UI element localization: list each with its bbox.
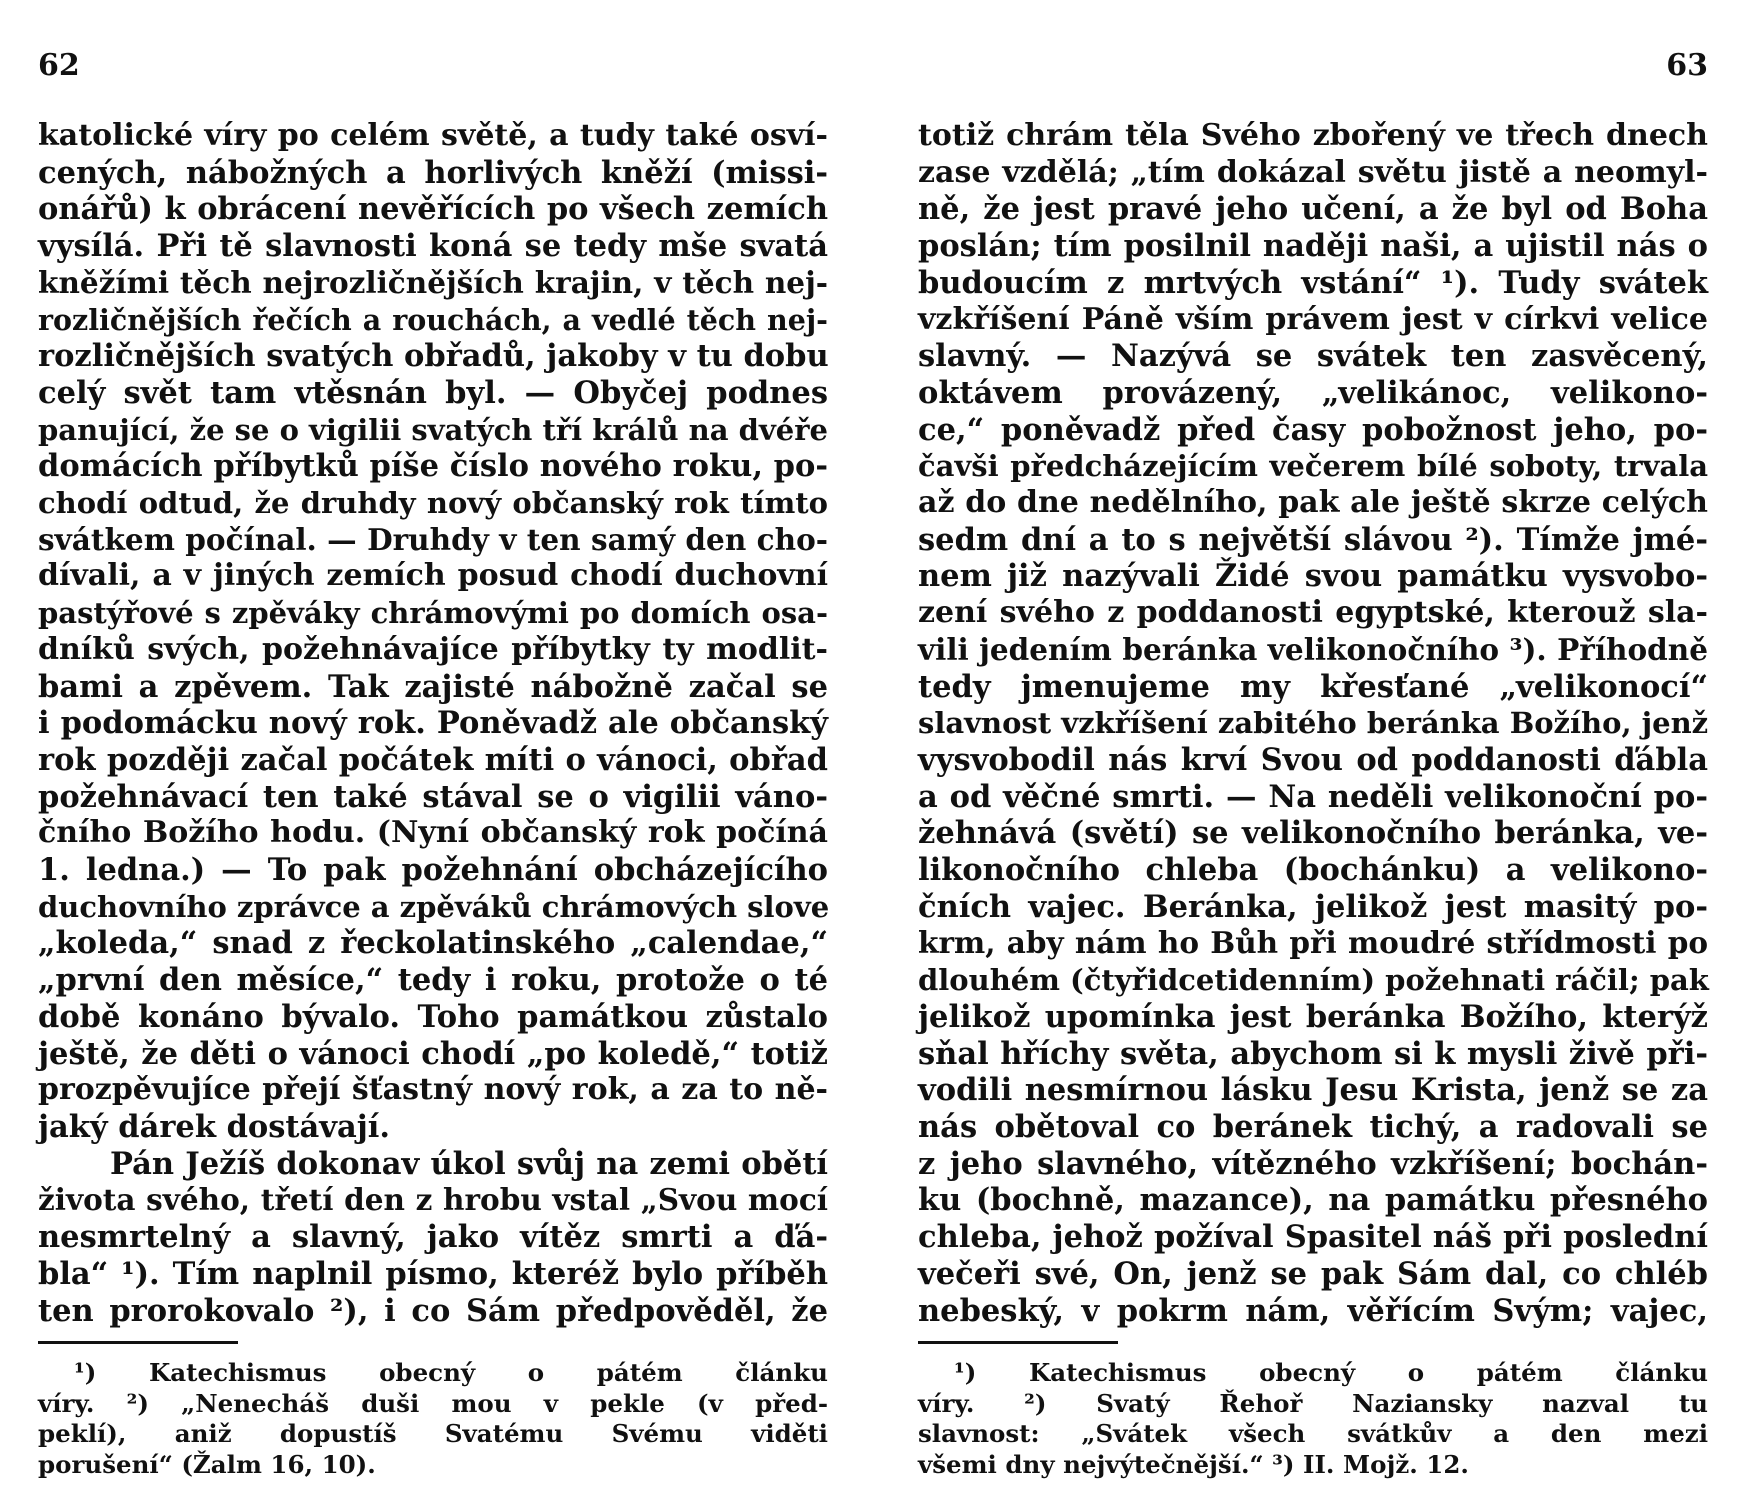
text-line: bami a zpěvem. Tak zajisté nábožně začal se — [38, 668, 828, 705]
body-text — [38, 118, 828, 1329]
page-number: 62 — [38, 48, 80, 83]
text-line: katolické víry po celém světě, a tudy také osví- — [38, 118, 828, 153]
text-line: vili jedením beránka velikonočního ³). Příhodně — [918, 631, 1708, 667]
text-line: pastýřové s zpěváky chrámovými po domích osa- — [38, 596, 828, 631]
text-line: z jeho slavného, vítězného vzkříšení; bochán- — [918, 1145, 1708, 1182]
footnote-rule — [918, 1341, 1118, 1344]
text-line: rok později začal počátek míti o vánoci, obřad — [38, 741, 828, 778]
footnote-line: ¹) Katechismus obecný o pátém článku — [954, 1358, 1708, 1388]
page-number: 63 — [1666, 48, 1708, 83]
text-line: svátkem počínal. — Druhdy v ten samý den cho- — [38, 521, 828, 557]
text-line: zení svého z poddanosti egyptské, kterouž sla- — [918, 595, 1708, 631]
text-line: rozličnějších řečích a rouchách, a vedlé těch nej- — [38, 302, 828, 337]
text-line: života svého, třetí den z hrobu vstal „Svou mocí — [38, 1182, 828, 1218]
text-line: oktávem provázený, „velikánoc, velikono- — [918, 374, 1708, 411]
text-line: zase vzdělá; „tím dokázal světu jistě a neomyl- — [918, 154, 1708, 190]
text-line: i podomácku nový rok. Poněvadž ale občanský — [38, 705, 828, 742]
footnote-line: víry. ²) „Nenecháš duši mou v pekle (v před- — [38, 1388, 828, 1418]
text-line: nem již nazývali Židé svou památku vysvobo- — [918, 558, 1708, 595]
text-line: večeři své, On, jenž se pak Sám dal, co chléb — [918, 1255, 1708, 1292]
text-line: době konáno bývalo. Toho památkou zůstalo — [38, 998, 828, 1035]
footnote-rule — [38, 1341, 238, 1344]
text-line: sedm dní a to s největší slávou ²). Tímže jmé- — [918, 521, 1708, 558]
text-line: domácích příbytků píše číslo nového roku, po- — [38, 448, 828, 485]
text-line: až do dne nedělního, pak ale ještě skrze celých — [918, 485, 1708, 521]
text-line: bla“ ¹). Tím naplnil písmo, kteréž bylo příběh — [38, 1255, 828, 1292]
text-line: 1. ledna.) — To pak požehnání obcházejícího — [38, 852, 828, 889]
text-line: požehnávací ten také stával se o vigilii váno- — [38, 778, 828, 815]
text-line: onářů) k obrácení nevěřících po všech zemích — [38, 191, 828, 228]
text-line: čního Božího hodu. (Nyní občanský rok počíná — [38, 815, 828, 851]
text-line: žehnává (světí) se velikonočního beránka, ve- — [918, 815, 1708, 852]
text-line: cených, nábožných a horlivých kněží (missi- — [38, 154, 828, 191]
text-line: celý svět tam vtěsnán byl. — Obyčej podnes — [38, 374, 828, 411]
text-line: chodí odtud, že druhdy nový občanský rok tímto — [38, 486, 828, 521]
text-line: tedy jmenujeme my křesťané „velikonocí“ — [918, 668, 1708, 705]
text-line: panující, že se o vigilii svatých tří králů na dvéře — [38, 412, 828, 447]
footnotes — [918, 1358, 1708, 1480]
text-line: vysvobodil nás krví Svou od poddanosti ďábla — [918, 741, 1708, 778]
text-line: čních vajec. Beránka, jelikož jest masitý po- — [918, 888, 1708, 925]
text-line: nesmrtelný a slavný, jako vítěz smrti a ďá- — [38, 1219, 828, 1256]
text-line: ku (bochně, mazance), na památku přesného — [918, 1182, 1708, 1219]
left-page — [38, 40, 828, 1480]
text-line: Pán Ježíš dokonav úkol svůj na zemi obětí — [110, 1145, 828, 1182]
body-text — [918, 118, 1708, 1329]
right-page — [918, 40, 1708, 1480]
text-line: vysílá. Při tě slavnosti koná se tedy mše svatá — [38, 228, 828, 265]
text-line: nás obětoval co beránek tichý, a radovali se — [918, 1108, 1708, 1145]
text-line: slavný. — Nazývá se svátek ten zasvěcený, — [918, 338, 1708, 375]
text-line: jaký dárek dostávají. — [38, 1108, 391, 1145]
text-line: kněžími těch nejrozličnějších krajin, v těch nej- — [38, 264, 828, 300]
footnote-line: ¹) Katechismus obecný o pátém článku — [74, 1358, 828, 1388]
text-line: dlouhém (čtyřidcetidenním) požehnati ráčil; pak — [918, 963, 1709, 998]
footnote-line: slavnost: „Svátek všech svátkův a den mezi — [918, 1419, 1708, 1449]
text-line: totiž chrám těla Svého zbořený ve třech dnech — [918, 118, 1708, 153]
text-line: ce,“ poněvadž před časy pobožnost jeho, po- — [918, 411, 1708, 448]
text-line: „koleda,“ snad z řeckolatinského „calendae,“ — [38, 925, 828, 962]
footnote-line: víry. ²) Svatý Řehoř Naziansky nazval tu — [918, 1388, 1708, 1418]
text-line: nebeský, v pokrm nám, věřícím Svým; vajec, — [918, 1292, 1708, 1329]
text-line: vodili nesmírnou lásku Jesu Krista, jenž se za — [918, 1072, 1708, 1109]
footnotes — [38, 1358, 828, 1480]
text-line: rozličnějších svatých obřadů, jakoby v tu dobu — [38, 338, 829, 375]
text-line: a od věčné smrti. — Na neděli velikonoční po- — [918, 778, 1708, 815]
footnote-line: všemi dny nejvýtečnější.“ ³) II. Mojž. 12. — [918, 1449, 1469, 1479]
text-line: prozpěvujíce přejí šťastný nový rok, a za to ně- — [38, 1072, 828, 1108]
text-line: „první den měsíce,“ tedy i roku, protože o té — [38, 962, 828, 999]
text-line: dívali, a v jiných zemích posud chodí duchovní — [38, 558, 828, 594]
footnote-line: porušení“ (Žalm 16, 10). — [38, 1449, 376, 1479]
text-line: slavnost vzkříšení zabitého beránka Božího, jenž — [918, 706, 1709, 741]
text-line: ten prorokovalo ²), i co Sám předpověděl, že — [38, 1292, 828, 1329]
text-line: poslán; tím posilnil naději naši, a ujistil nás o — [918, 228, 1708, 265]
text-line: duchovního zprávce a zpěváků chrámových slove — [38, 889, 830, 924]
text-line: sňal hříchy světa, abychom si k mysli živě při- — [918, 1035, 1708, 1072]
text-line: ně, že jest pravé jeho učení, a že byl od Boha — [918, 191, 1708, 228]
text-line: ještě, že děti o vánoci chodí „po koledě,“ totiž — [38, 1035, 828, 1072]
text-line: chleba, jehož požíval Spasitel náš při poslední — [918, 1219, 1708, 1256]
text-line: čavši předcházejícím večerem bílé soboty, trvala — [918, 449, 1708, 484]
text-line: krm, aby nám ho Bůh při moudré střídmosti po — [918, 925, 1708, 961]
text-line: vzkříšení Páně vším právem jest v církvi velice — [918, 301, 1708, 337]
text-line: jelikož upomínka jest beránka Božího, kterýž — [918, 998, 1708, 1035]
footnote-line: peklí), aniž dopustíš Svatému Svému viděti — [38, 1419, 828, 1449]
text-line: budoucím z mrtvých vstání“ ¹). Tudy svátek — [918, 264, 1708, 301]
text-line: dníků svých, požehnávajíce příbytky ty modlit- — [38, 631, 828, 667]
text-line: likonočního chleba (bochánku) a velikono- — [918, 852, 1708, 889]
